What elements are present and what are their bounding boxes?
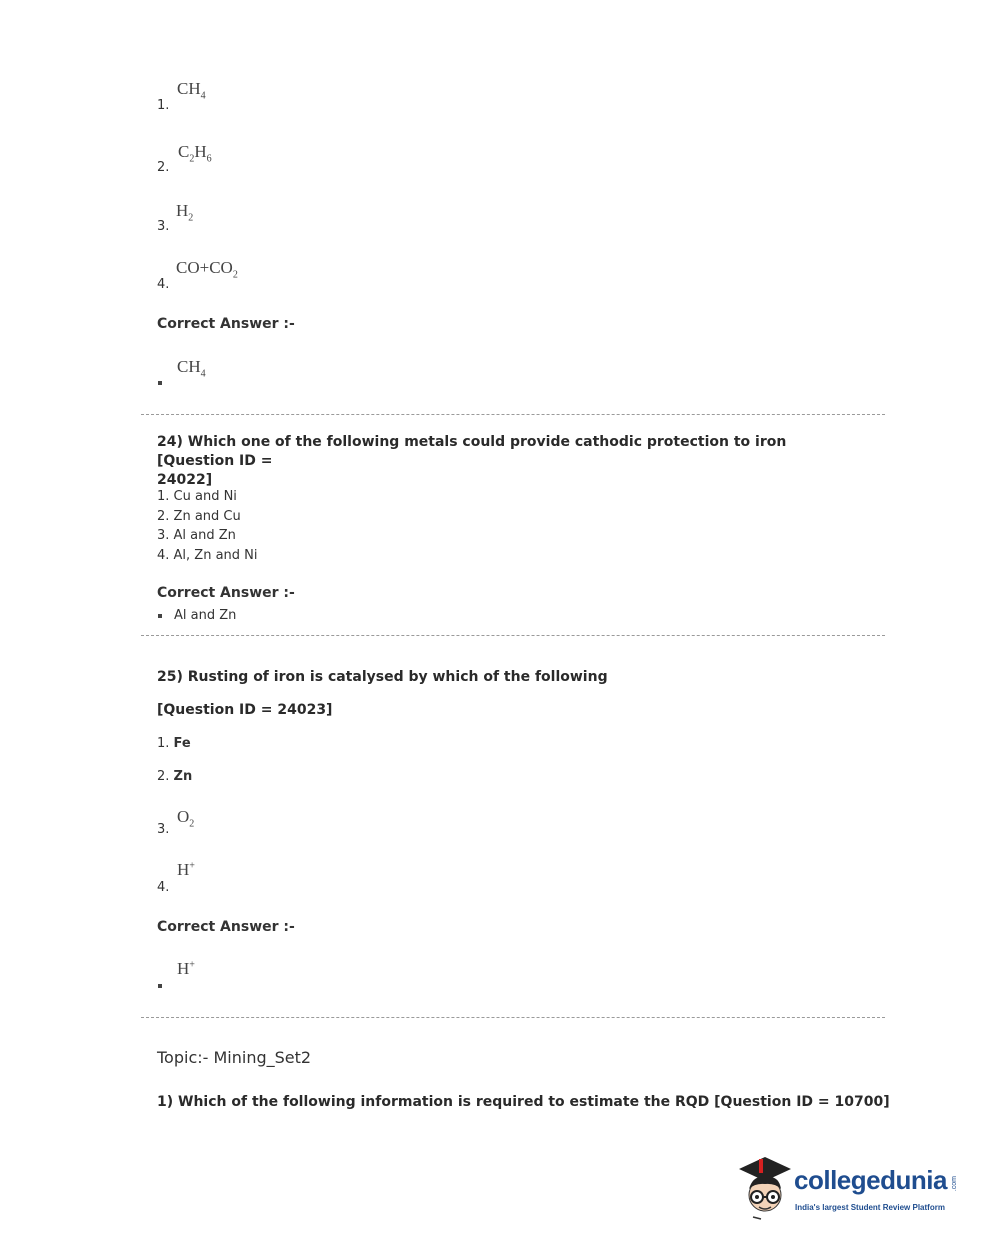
- logo-wordmark: collegedunia: [794, 1165, 947, 1195]
- q24-correct-answer: Al and Zn: [174, 608, 237, 623]
- q24-answer-bullet: [158, 614, 162, 618]
- separator: [141, 414, 885, 415]
- q23-answer-bullet: [158, 381, 162, 385]
- q24-option: 2. Zn and Cu: [157, 508, 241, 524]
- q25-option-4-formula: H+: [177, 860, 195, 879]
- q23-option-1-formula: $CH_4$: [177, 79, 206, 102]
- q24-correct-answer-label: Correct Answer :-: [157, 585, 295, 601]
- q24-option: 1. Cu and Ni: [157, 489, 237, 504]
- q25-option-2: 2. Zn: [157, 769, 193, 784]
- next-question-text: 1) Which of the following information is required to estimate the RQD [Question ID = 10700]: [157, 1094, 890, 1110]
- q24-option: 3. Al and Zn: [157, 528, 236, 544]
- q24-option: 4. Al, Zn and Ni: [157, 547, 258, 563]
- q25-option-3-formula: $O_2$: [177, 807, 195, 830]
- q25-option-3-number: 3.: [157, 822, 170, 837]
- q25-correct-answer: H+: [177, 959, 195, 978]
- q25-answer-bullet: [158, 984, 162, 988]
- q25-option-1: 1. Fe: [157, 736, 191, 751]
- q23-option-2-formula: $C_2H_6$: [178, 142, 212, 165]
- separator: [141, 1017, 885, 1018]
- q25-question-id: [Question ID = 24023]: [157, 702, 333, 718]
- q25-question-text: 25) Rusting of iron is catalysed by which of the following: [157, 669, 608, 685]
- collegedunia-logo: [735, 1153, 960, 1223]
- q23-option-4-formula: $CO+CO_2$: [176, 258, 238, 281]
- mascot-icon: [735, 1153, 793, 1221]
- q23-option-3-formula: $H_2$: [176, 201, 194, 224]
- q25-correct-answer-label: Correct Answer :-: [157, 919, 295, 935]
- q24-question-text: 24) Which one of the following metals could provide cathodic protection to iron [Question ID = 24022]: [157, 434, 787, 488]
- q25-option-4-number: 4.: [157, 880, 170, 895]
- q23-option-2-number: 2.: [157, 160, 170, 175]
- logo-dotcom: .com: [951, 1176, 958, 1192]
- q24-options-list: [157, 487, 258, 565]
- q23-option-1-number: 1.: [157, 98, 170, 113]
- q23-option-3-number: 3.: [157, 219, 170, 234]
- q23-correct-answer-label: Correct Answer :-: [157, 316, 295, 332]
- logo-tagline: India's largest Student Review Platform: [795, 1203, 945, 1212]
- q23-option-4-number: 4.: [157, 277, 170, 292]
- q23-correct-answer: $CH_4$: [177, 357, 206, 380]
- topic-heading: Topic:- Mining_Set2: [157, 1048, 312, 1067]
- separator: [141, 635, 885, 636]
